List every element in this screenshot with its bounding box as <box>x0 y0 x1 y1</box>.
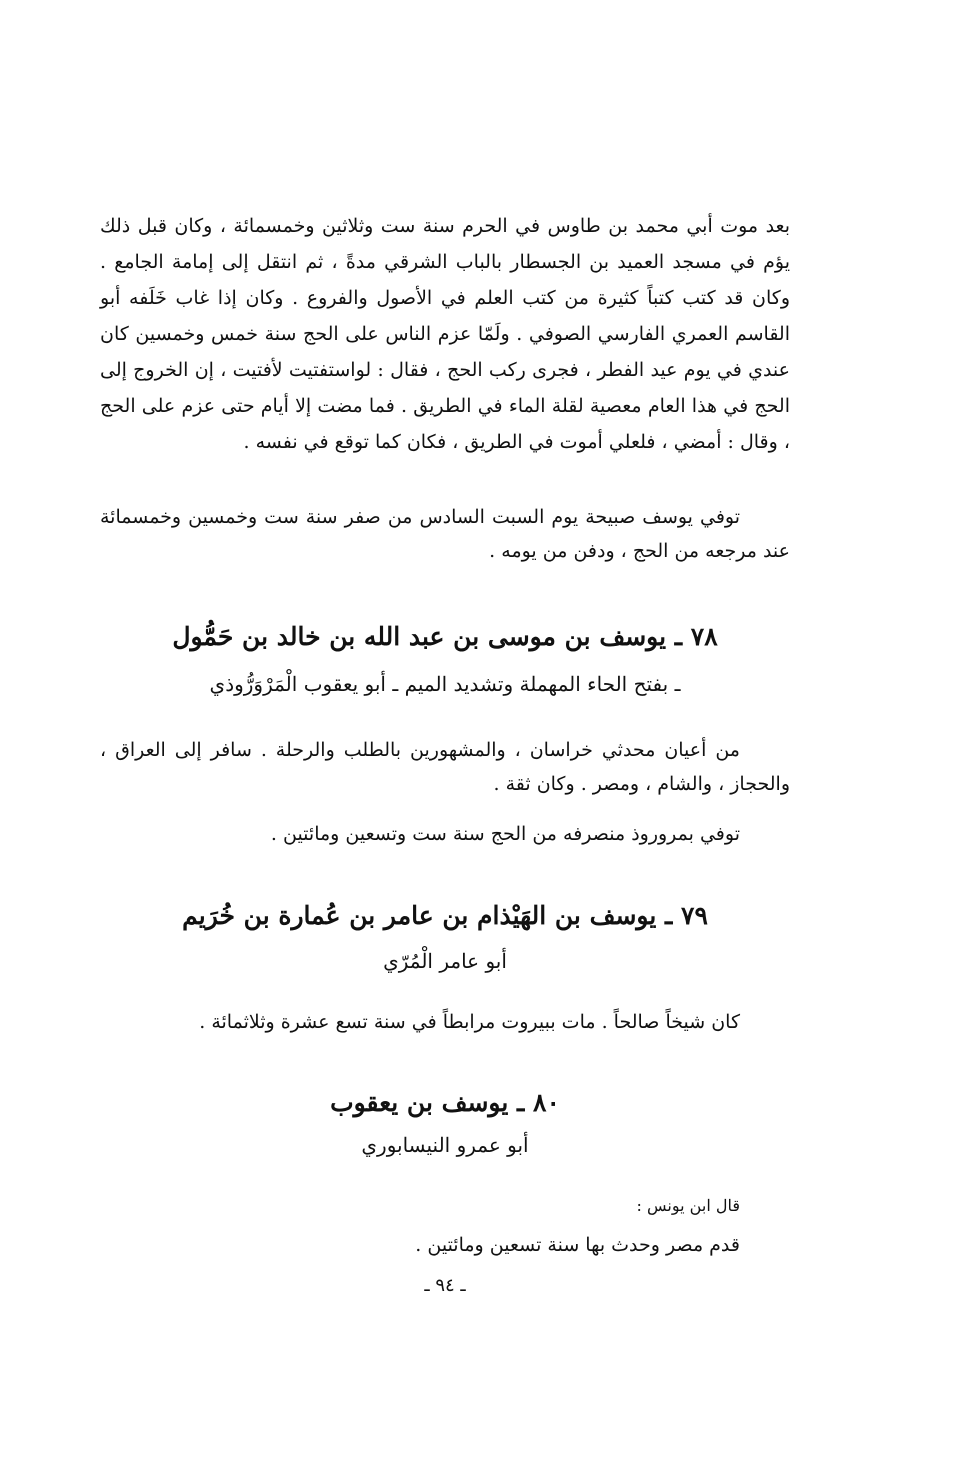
paragraph-entry-80-bio: قدم مصر وحدث بها سنة تسعين ومائتين . <box>415 1234 740 1256</box>
entry-79-subtitle: أبو عامر الْمُرّي <box>383 949 507 973</box>
entry-80-title: ٨٠ ـ يوسف بن يعقوب <box>330 1088 560 1117</box>
paragraph-entry-78-bio: من أعيان محدثي خراسان ، والمشهورين بالطلب والرحلة . سافر إلى العراق ، والحجاز ، والشام ، ومصر . وكان ثقة . <box>100 739 790 795</box>
entry-79-title: ٧٩ ـ يوسف بن الهَيْذام بن عامر بن عُمارة بن خُرَيم <box>182 901 708 930</box>
entry-80-subtitle: أبو عمرو النيسابوري <box>361 1133 529 1157</box>
paragraph-entry-78-death: توفي بمروروذ منصرفه من الحج سنة ست وتسعين ومائتين . <box>270 823 740 845</box>
entry-78-title: ٧٨ ـ يوسف بن موسى بن عبد الله بن خالد بن حَمُّول <box>172 622 718 651</box>
page-number: ـ ٩٤ ـ <box>424 1275 466 1296</box>
paragraph-entry-79-bio: كان شيخاً صالحاً . مات ببيروت مرابطاً في سنة تسع عشرة وثلاثمائة . <box>199 1011 740 1033</box>
paragraph-ibn-yunus-label: قال ابن يونس : <box>636 1196 740 1215</box>
entry-78-subtitle: ـ بفتح الحاء المهملة وتشديد الميم ـ أبو يعقوب الْمَرْوَرُّوذي <box>209 672 681 696</box>
paragraph-biography-continued: بعد موت أبي محمد بن طاوس في الحرم سنة ست وثلاثين وخمسمائة ، وكان قبل ذلك يؤم في مسجد العميد بن الجسطار بالباب الشرقي مدةً ، ثم انتقل إلى إمامة الجامع . وكان قد كتب كتباً كثيرة من كتب العلم في الأصول والفروع . وكان إذا غاب خَلَفه أبو القاسم العمري الفارسي الصوفي . ولَمّا عزم الناس على الحج سنة خمس وخمسين كان عندي في يوم عيد الفطر ، فجرى ركب الحج ، فقال : لواستفتيت لأفتيت ، إن الخروج إلى الحج في هذا العام معصية لقلة الماء في الطريق . فما مضت إلا أيام حتى عزم على الحج ، وقال : أمضي ، فلعلي أموت في الطريق ، فكان كما توقع في نفسه . <box>100 215 790 453</box>
paragraph-death-yusuf: توفي يوسف صبيحة يوم السبت السادس من صفر سنة ست وخمسين وخمسمائة عند مرجعه من الحج ، ودفن من يومه . <box>100 506 790 562</box>
